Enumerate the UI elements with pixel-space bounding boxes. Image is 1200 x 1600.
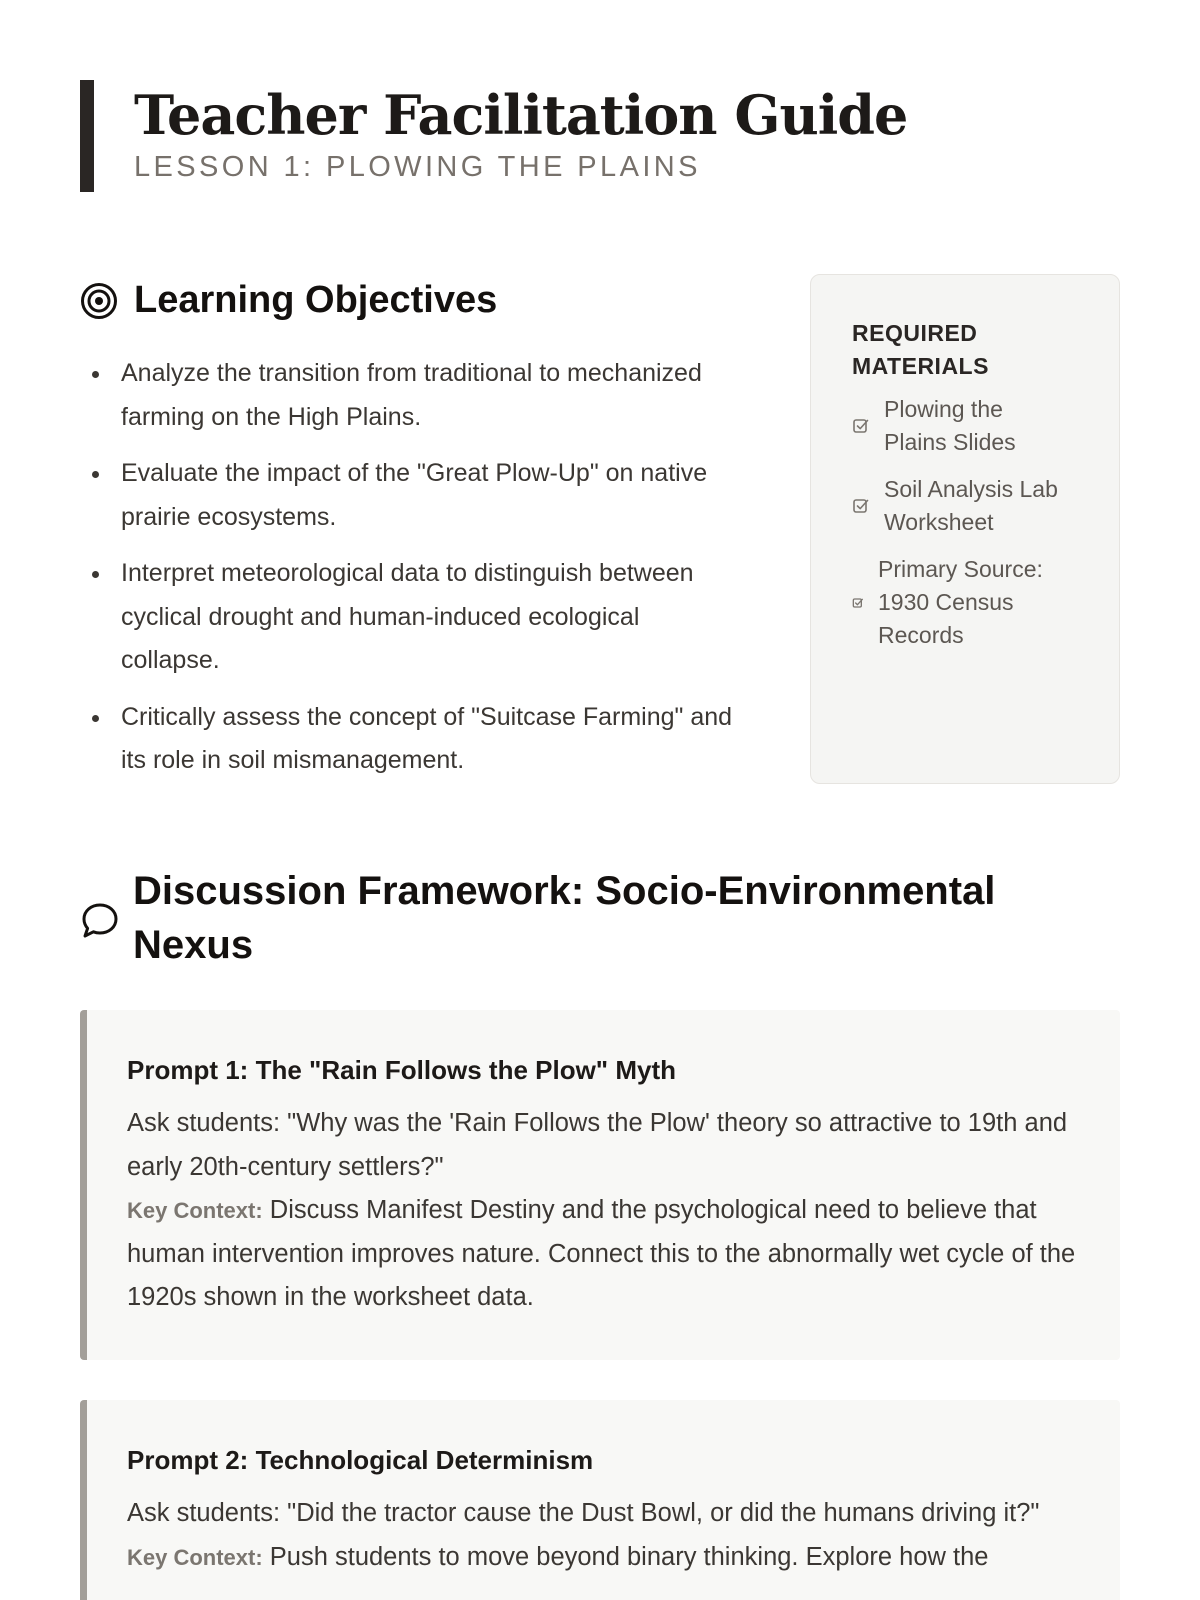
objectives-title: Learning Objectives	[134, 279, 498, 321]
material-label: Soil Analysis Lab Worksheet	[884, 476, 1058, 535]
objective-text: Critically assess the concept of "Suitcase Farming" and its role in soil mismanagement.	[121, 702, 733, 774]
objective-text: Evaluate the impact of the "Great Plow-Up" on native prairie ecosystems.	[121, 459, 708, 531]
objectives-heading	[80, 272, 740, 328]
bullet-icon	[92, 471, 99, 478]
bullet-icon	[92, 715, 99, 722]
header-accent-bar	[80, 80, 94, 192]
required-materials-card	[810, 274, 1120, 784]
prompt-title: Prompt 1: The "Rain Follows the Plow" Myth	[127, 1055, 677, 1085]
materials-list	[852, 393, 1092, 666]
target-icon	[80, 282, 118, 320]
list-item	[80, 696, 740, 783]
key-context-text: Discuss Manifest Destiny and the psychological need to believe that human intervention improves nature. Connect this to the abnormally wet cycle of the 1920s shown in the worksheet data.	[127, 1196, 1076, 1311]
discussion-heading	[80, 864, 1120, 974]
material-item	[852, 553, 1092, 652]
prompt-body	[127, 1102, 1084, 1320]
prompt-title: Prompt 2: Technological Determinism	[127, 1445, 594, 1475]
page-title: Teacher Facilitation Guide	[134, 83, 908, 147]
checkbox-icon	[852, 417, 870, 435]
chat-bubble-icon	[80, 901, 120, 941]
bullet-icon	[92, 371, 99, 378]
prompt-question: Ask students: "Did the tractor cause the Dust Bowl, or did the humans driving it?"	[127, 1499, 1040, 1527]
objective-text: Interpret meteorological data to distinguish between cyclical drought and human-induced ecological collapse.	[121, 559, 694, 674]
material-label: Primary Source: 1930 Census Records	[878, 556, 1043, 648]
list-item	[80, 352, 740, 439]
prompt-card-2	[80, 1400, 1120, 1600]
checkbox-icon	[852, 497, 870, 515]
discussion-title: Discussion Framework: Socio-Environmental Nexus	[133, 869, 996, 967]
key-context-label: Key Context:	[127, 1544, 263, 1570]
materials-title: REQUIRED MATERIALS	[852, 320, 989, 379]
objective-text: Analyze the transition from traditional to mechanized farming on the High Plains.	[121, 359, 702, 431]
learning-objectives-section	[80, 272, 740, 774]
page-header	[80, 80, 1120, 192]
checkbox-icon	[852, 597, 864, 609]
material-item	[852, 393, 1092, 459]
prompt-question: Ask students: "Why was the 'Rain Follows the Plow' theory so attractive to 19th and early 20th-century settlers?"	[127, 1109, 1068, 1181]
material-item	[852, 473, 1092, 539]
list-item	[80, 452, 740, 539]
prompt-card-1	[80, 1010, 1120, 1360]
prompt-body	[127, 1492, 1084, 1579]
lesson-subtitle: LESSON 1: PLOWING THE PLAINS	[134, 151, 701, 183]
list-item	[80, 552, 740, 683]
key-context-label: Key Context:	[127, 1198, 263, 1223]
key-context-text: Push students to move beyond binary thinking. Explore how the	[269, 1542, 989, 1571]
material-label: Plowing the Plains Slides	[884, 396, 1016, 455]
objectives-list	[80, 352, 740, 796]
bullet-icon	[92, 571, 99, 578]
